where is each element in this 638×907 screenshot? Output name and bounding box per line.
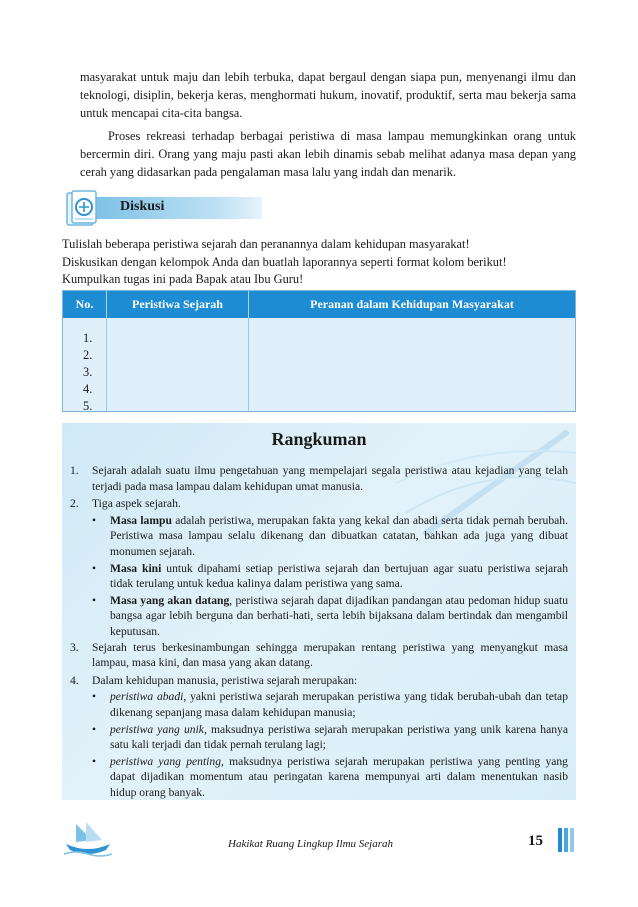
row-number: 3. (83, 365, 93, 379)
aspect-text: adalah peristiwa, merupakan fakta yang kekal dan abadi serta tidak pernah berubah. Peristiwa masa lampau selalu dikenang dan dibuatkan catatan, bahkan ada juga yang dibuat monumen sejarah. (110, 513, 568, 558)
number-column (63, 318, 107, 411)
page-tab-icon (556, 828, 576, 852)
item-number: 4. (70, 673, 79, 687)
item-number: 3. (70, 640, 79, 654)
kind-text: , yakni peristiwa sejarah merupakan peristiwa yang tidak berubah-ubah dan tetap dikenang sepanjang masa dalam kehidupan manusia; (110, 690, 569, 719)
task-line-1: Tulislah beberapa peristiwa sejarah dan peranannya dalam kehidupan masyarakat! (62, 237, 470, 251)
header-peristiwa: Peristiwa Sejarah (107, 291, 249, 318)
intro-paragraph-1: masyarakat untuk maju dan lebih terbuka, dapat bergaul dengan siapa pun, menyenangi ilmu dan teknologi, disiplin, bekerja keras, menghormati hukum, inovatif, produktif, serta mau bekerja sama untuk mencapai cita-cita bangsa. (80, 70, 576, 121)
bullet-icon: • (92, 593, 97, 607)
row-number: 5. (83, 399, 93, 413)
kind-bullet (92, 689, 568, 720)
discussion-book-icon (64, 189, 100, 229)
discussion-table (62, 290, 576, 412)
item-text: Dalam kehidupan manusia, peristiwa sejarah merupakan: (92, 673, 358, 687)
kind-term: peristiwa yang unik (110, 722, 204, 736)
item-text: Sejarah adalah suatu ilmu pengetahuan yang mempelajari segala peristiwa atau kejadian yang telah terjadi pada masa lampau dalam kehidupan umat manusia. (92, 464, 568, 493)
task-line-2: Diskusikan dengan kelompok Anda dan buatlah laporannya seperti format kolom berikut! (62, 254, 507, 269)
kind-bullet (92, 754, 568, 800)
header-no: No. (63, 291, 107, 318)
task-line-3: Kumpulkan tugas ini pada Bapak atau Ibu Guru! (62, 272, 304, 286)
book-title: Hakikat Ruang Lingkup Ilmu Sejarah (228, 838, 393, 850)
bullet-icon: • (92, 513, 97, 527)
number-list (63, 318, 106, 415)
rangkuman-list (70, 463, 568, 800)
item-number: 1. (70, 464, 79, 477)
aspect-bullet (92, 513, 568, 560)
intro-text (80, 68, 576, 185)
bullet-icon: • (92, 690, 97, 704)
kind-term: peristiwa abadi (110, 690, 184, 704)
page-number: 15 (528, 833, 543, 849)
bullet-icon: • (92, 722, 97, 736)
kind-term: peristiwa yang penting (110, 754, 221, 768)
task-instructions (62, 236, 578, 289)
peranan-cell (249, 318, 575, 411)
list-item (70, 463, 568, 494)
bullet-icon: • (92, 754, 97, 768)
aspect-text: , peristiwa sejarah dapat dijadikan pandangan atau pedoman hidup suatu bangsa agar lebih berguna dan berhati-hati, serta lebih bijaksana dalam bertindak dan mengambil keputusan. (110, 593, 568, 638)
diskusi-header (62, 189, 322, 233)
aspect-term: Masa kini (110, 561, 162, 575)
item-number: 2. (70, 497, 79, 511)
diskusi-label: Diskusi (120, 199, 165, 214)
list-item (70, 496, 568, 512)
bullet-icon: • (92, 561, 97, 575)
intro-paragraph-2: Proses rekreasi terhadap berbagai peristiwa di masa lampau memungkinkan orang untuk bercermin diri. Orang yang maju pasti akan lebih dinamis sebab melihat adanya masa depan yang cerah yang didasarkan pada pengalaman masa lalu yang indah dan menarik. (80, 128, 576, 180)
aspect-text: untuk dipahami setiap peristiwa sejarah dan bertujuan agar suatu peristiwa sejarah tidak terulang untuk kedua kalinya dalam peristiwa yang sama. (110, 561, 568, 591)
table-header-row (63, 291, 575, 318)
row-number: 4. (83, 382, 93, 396)
aspect-bullet (92, 593, 568, 640)
kind-text: , maksudnya peristiwa sejarah merupakan peristiwa yang penting yang dapat dijadikan momentum atau peringatan karena mempunyai arti dalam menentukan nasib hidup orang banyak. (110, 754, 568, 799)
row-number: 2. (83, 348, 93, 362)
rangkuman-box (62, 423, 576, 800)
item-text: Sejarah terus berkesinambungan sehingga merupakan rentang peristiwa yang menyangkut masa lampau, masa kini, dan masa yang akan datang. (92, 640, 568, 670)
kind-text: , maksudnya peristiwa sejarah merupakan peristiwa yang unik karena hanya satu kali terjadi dan tidak pernah terulang lagi; (110, 722, 568, 752)
table-body-row (63, 318, 575, 411)
aspect-bullet (92, 561, 568, 592)
item-text: Tiga aspek sejarah. (92, 497, 181, 511)
ship-logo-icon (62, 818, 114, 858)
aspect-term: Masa lampu (110, 513, 172, 527)
header-peranan: Peranan dalam Kehidupan Masyarakat (310, 297, 514, 311)
aspect-term: Masa yang akan datang (110, 593, 230, 607)
kind-bullet (92, 722, 568, 753)
diskusi-bar (92, 197, 262, 219)
peristiwa-cell (107, 318, 249, 411)
list-item (70, 640, 568, 671)
rangkuman-title: Rangkuman (271, 429, 367, 449)
list-item (70, 673, 568, 689)
row-number: 1. (83, 331, 93, 345)
